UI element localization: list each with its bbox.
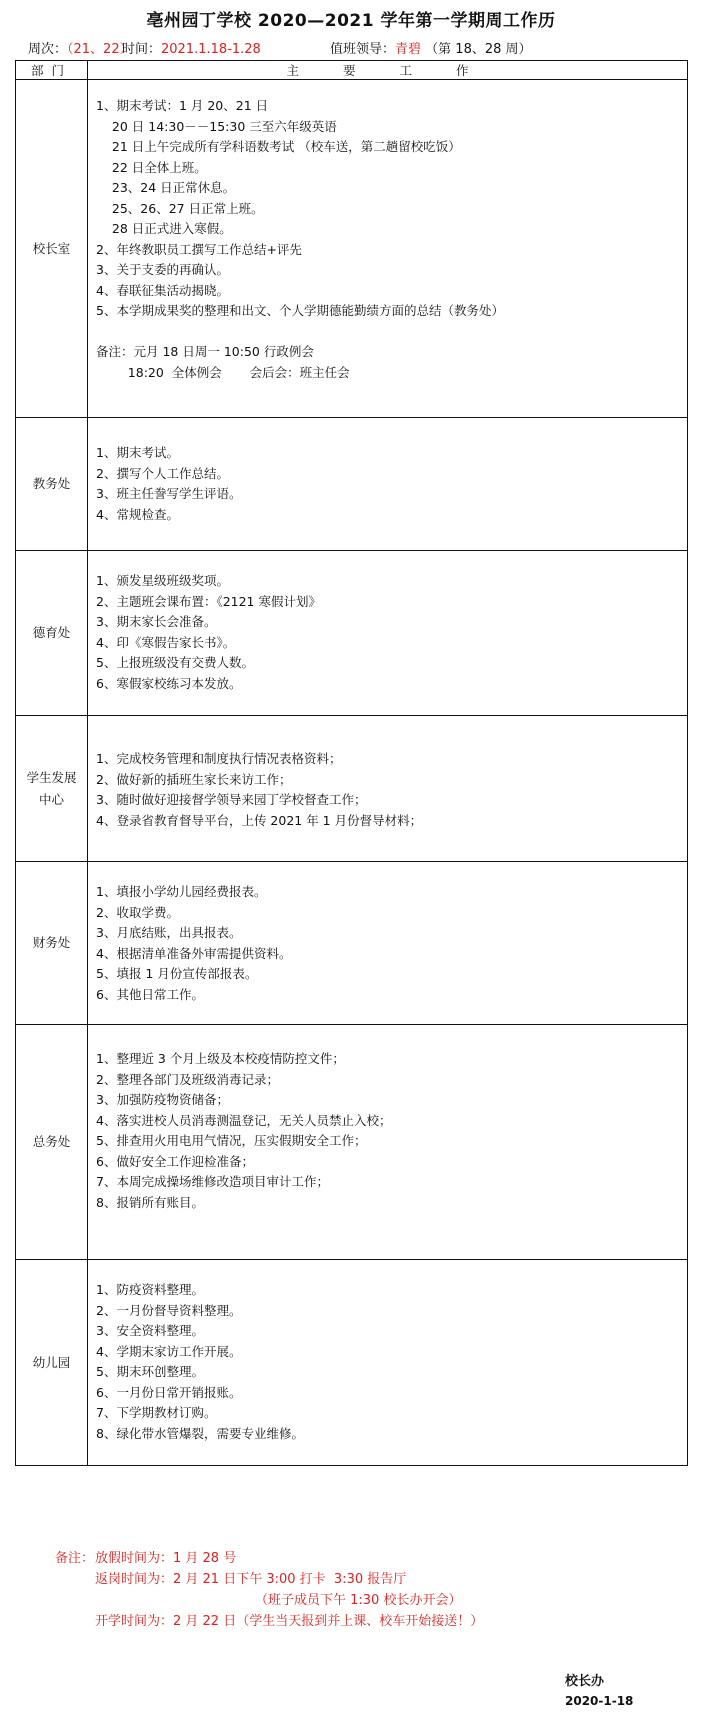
duty-info bbox=[330, 38, 532, 57]
note-return-sub: （班子成员下午 1:30 校长办开会） bbox=[255, 1593, 462, 1608]
work-item: 备注：元月 18 日周一 10:50 行政例会 bbox=[96, 344, 314, 359]
table-row bbox=[16, 418, 688, 551]
work-item: 3、期末家长会准备。 bbox=[96, 614, 217, 629]
time-value: 2021.1.18-1.28 bbox=[161, 42, 261, 57]
header-dept: 部门 bbox=[16, 61, 88, 80]
table-row bbox=[16, 80, 688, 418]
work-item: 4、落实进校人员消毒测温登记，无关人员禁止入校； bbox=[96, 1112, 392, 1128]
work-item: 6、一月份日常开销报账。 bbox=[96, 1384, 242, 1400]
notes-label: 备注： bbox=[55, 1551, 95, 1566]
work-calendar-table bbox=[15, 60, 688, 1466]
work-item: 1、防疫资料整理。 bbox=[96, 1282, 204, 1297]
duty-weeks: （第 18、28 周） bbox=[425, 42, 532, 57]
work-item: 1、颁发星级班级奖项。 bbox=[96, 573, 229, 588]
table-header-row bbox=[16, 61, 688, 80]
work-item: 4、登录省教育督导平台，上传 2021 年 1 月份督导材料； bbox=[96, 812, 423, 828]
work-item: 3、加强防疫物资储备； bbox=[96, 1092, 229, 1107]
work-item: 7、本周完成操场维修改造项目审计工作； bbox=[96, 1174, 329, 1189]
table-row bbox=[16, 862, 688, 1025]
work-item: 3、随时做好迎接督学领导来园丁学校督查工作； bbox=[96, 792, 367, 807]
work-item: 1、填报小学幼儿园经费报表。 bbox=[96, 884, 267, 899]
work-item: 1、期末考试：1 月 20、21 日 bbox=[96, 98, 269, 113]
work-item: 1、整理近 3 个月上级及本校疫情防控文件； bbox=[96, 1051, 345, 1066]
work-item: 23、24 日正常休息。 bbox=[96, 180, 236, 195]
work-item: 4、春联征集活动揭晓。 bbox=[96, 282, 229, 298]
header-work: 主 要 工 作 bbox=[88, 61, 688, 80]
note-school-start: 开学时间为：2 月 22 日（学生当天报到并上课、校车开始接送！） bbox=[95, 1614, 484, 1629]
dept-cell: 财务处 bbox=[16, 862, 88, 1025]
dept-cell: 教务处 bbox=[16, 418, 88, 551]
page-title: 亳州园丁学校 2020—2021 学年第一学期周工作历 bbox=[146, 11, 556, 31]
table-row bbox=[16, 716, 688, 862]
week-info bbox=[28, 38, 133, 57]
work-item: 25、26、27 日正常上班。 bbox=[96, 200, 264, 216]
work-item: 8、绿化带水管爆裂，需要专业维修。 bbox=[96, 1425, 304, 1441]
work-item: 3、安全资料整理。 bbox=[96, 1323, 204, 1338]
work-item: 4、学期末家访工作开展。 bbox=[96, 1343, 242, 1359]
work-item: 5、上报班级没有交费人数。 bbox=[96, 655, 254, 670]
table-row bbox=[16, 551, 688, 716]
work-cell bbox=[88, 1025, 688, 1260]
work-item: 22 日全体上班。 bbox=[96, 159, 207, 175]
duty-label: 值班领导： bbox=[330, 42, 396, 57]
work-cell bbox=[88, 551, 688, 716]
work-item: 5、本学期成果奖的整理和出文、个人学期德能勤绩方面的总结（教务处） bbox=[96, 303, 504, 318]
work-item: 2、整理各部门及班级消毒记录； bbox=[96, 1071, 279, 1087]
work-cell bbox=[88, 1260, 688, 1466]
work-item: 4、根据清单准备外审需提供资料。 bbox=[96, 945, 292, 961]
time-label: 时间： bbox=[122, 42, 162, 57]
work-item: 21 日上午完成所有学科语数考试 （校车送，第二趟留校吃饭） bbox=[96, 139, 461, 154]
dept-cell: 学生发展中心 bbox=[16, 716, 88, 862]
work-item: 6、其他日常工作。 bbox=[96, 986, 204, 1002]
work-item: 8、报销所有账目。 bbox=[96, 1194, 204, 1210]
table-row bbox=[16, 1025, 688, 1260]
work-item: 1、完成校务管理和制度执行情况表格资料； bbox=[96, 751, 342, 766]
signature-date: 2020-1-18 bbox=[565, 1694, 634, 1708]
work-item: 5、填报 1 月份宣传部报表。 bbox=[96, 966, 258, 981]
work-item: 2、收取学费。 bbox=[96, 904, 179, 920]
dept-cell: 校长室 bbox=[16, 80, 88, 418]
week-value: （21、22） bbox=[67, 42, 133, 57]
work-item: 5、排查用火用电用气情况，压实假期安全工作； bbox=[96, 1133, 367, 1148]
work-item: 28 日正式进入寒假。 bbox=[96, 221, 232, 236]
work-cell bbox=[88, 80, 688, 418]
work-item: 2、一月份督导资料整理。 bbox=[96, 1302, 242, 1318]
dept-cell: 总务处 bbox=[16, 1025, 88, 1260]
work-item: 7、下学期教材订购。 bbox=[96, 1405, 217, 1420]
duty-value: 青碧 bbox=[395, 42, 422, 57]
note-holiday: 放假时间为：1 月 28 号 bbox=[95, 1551, 237, 1566]
work-item: 4、印《寒假告家长书》。 bbox=[96, 634, 236, 650]
week-label: 周次： bbox=[28, 42, 68, 57]
work-item: 6、做好安全工作迎检准备； bbox=[96, 1153, 254, 1169]
signature-office: 校长办 bbox=[565, 1674, 605, 1689]
work-item: 2、做好新的插班生家长来访工作； bbox=[96, 771, 292, 787]
work-item: 6、寒假家校练习本发放。 bbox=[96, 675, 242, 691]
note-return: 返岗时间为：2 月 21 日下午 3:00 打卡 3:30 报告厅 bbox=[95, 1572, 407, 1587]
work-cell bbox=[88, 862, 688, 1025]
table-row bbox=[16, 1260, 688, 1466]
work-item: 3、班主任誊写学生评语。 bbox=[96, 486, 242, 501]
work-item: 2、撰写个人工作总结。 bbox=[96, 465, 229, 481]
dept-cell: 德育处 bbox=[16, 551, 88, 716]
work-item: 3、关于支委的再确认。 bbox=[96, 262, 229, 277]
work-item: 3、月底结账，出具报表。 bbox=[96, 925, 242, 940]
work-item: 1、期末考试。 bbox=[96, 445, 179, 460]
work-cell bbox=[88, 418, 688, 551]
time-info bbox=[122, 38, 261, 57]
work-item: 2、主题班会课布置：《2121 寒假计划》 bbox=[96, 593, 321, 609]
work-item: 2、年终教职员工撰写工作总结+评先 bbox=[96, 241, 302, 257]
work-item: 4、常规检查。 bbox=[96, 506, 179, 522]
work-cell bbox=[88, 716, 688, 862]
work-item: 18:20 全体例会 会后会：班主任会 bbox=[96, 364, 350, 380]
work-item: 5、期末环创整理。 bbox=[96, 1364, 204, 1379]
work-item bbox=[96, 322, 679, 343]
dept-cell: 幼儿园 bbox=[16, 1260, 88, 1466]
work-item: 20 日 14:30－－15:30 三至六年级英语 bbox=[96, 118, 337, 134]
